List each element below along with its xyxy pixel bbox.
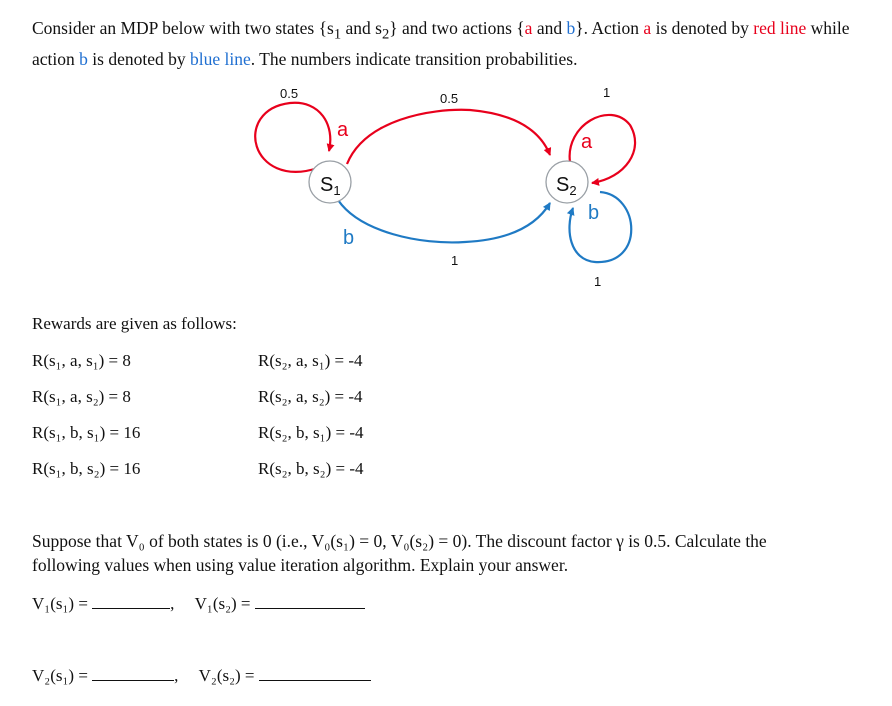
reward-right-2: R(s₂, a, s₂) = -4: [258, 387, 363, 406]
s2-action-a-label: a: [581, 131, 593, 153]
question-paragraph: [32, 529, 872, 577]
intro-text: . The numbers indicate transition probabilities.: [250, 48, 578, 69]
reward-right-4: R(s₂, b, s₂) = -4: [258, 459, 364, 478]
intro-text: and s: [341, 18, 382, 38]
action-b-label: b: [79, 48, 88, 69]
question-line-1: Suppose that V₀ of both states is 0 (i.e., V₀(s₁) = 0, V₀(s₂) = 0). The discount factor γ is 0.5. Calculate the: [32, 531, 767, 551]
s1-action-b-label: b: [343, 227, 355, 249]
v1-s2-blank[interactable]: [255, 592, 365, 609]
state-s2: [546, 161, 588, 203]
reward-right-1: R(s₂, a, s₁) = -4: [258, 351, 363, 370]
s1-to-s2-b-arc: [338, 200, 550, 242]
s2-self-loop-b: [569, 192, 631, 262]
v2-s1-label: V₂(s₁) =: [32, 666, 88, 685]
v1-s1-blank[interactable]: [92, 592, 170, 609]
blue-line-label: blue line: [189, 48, 251, 69]
rewards-heading: Rewards are given as follows:: [32, 314, 237, 333]
intro-text: while action: [32, 18, 850, 69]
action-a-label: a: [643, 18, 652, 38]
mdp-diagram: [0, 0, 892, 320]
red-line-label: red line: [753, 18, 807, 38]
v2-s2-blank[interactable]: [259, 664, 371, 681]
intro-text: is denoted by: [87, 48, 190, 69]
v1-s2-label: V₁(s₂) =: [194, 594, 251, 613]
state-s1: [309, 161, 351, 203]
action-b-label: b: [566, 18, 576, 38]
answer-row-2: [32, 664, 371, 686]
s1-to-s2-red-prob: 0.5: [440, 91, 459, 106]
action-a-label: a: [524, 18, 533, 38]
s1-self-loop-a: [255, 103, 330, 172]
s1-self-loop-prob: 0.5: [280, 86, 299, 101]
v1-s1-label: V₁(s₁) =: [32, 594, 88, 613]
intro-text: } and two actions {: [389, 18, 525, 38]
intro-text: Consider an MDP below with two states {s: [32, 18, 334, 38]
intro-text: is denoted by: [651, 18, 754, 38]
s2-action-b-label: b: [588, 202, 600, 224]
answer-row-1: [32, 592, 365, 614]
comma: ,: [174, 666, 179, 685]
reward-left-2: R(s₁, a, s₂) = 8: [32, 387, 131, 406]
reward-right-3: R(s₂, b, s₁) = -4: [258, 423, 364, 442]
reward-left-3: R(s₁, b, s₁) = 16: [32, 423, 141, 442]
state-s1-label: $S_1$: [320, 174, 341, 198]
reward-left-4: R(s₁, b, s₂) = 16: [32, 459, 141, 478]
comma: ,: [170, 594, 175, 613]
question-line-2: following values when using value iteration algorithm. Explain your answer.: [32, 555, 569, 575]
s1-to-s2-a-arc: [347, 110, 550, 164]
intro-text: and: [532, 18, 567, 38]
s2-blue-self-prob: 1: [594, 274, 602, 289]
s1-action-a-label: a: [337, 119, 349, 141]
subscript: 2: [381, 26, 390, 43]
reward-left-1: R(s₁, a, s₁) = 8: [32, 351, 131, 370]
v2-s1-blank[interactable]: [92, 664, 174, 681]
intro-text: }. Action: [575, 18, 644, 38]
s1-to-s2-blue-prob: 1: [451, 253, 459, 268]
state-s2-label: $S_2$: [556, 174, 577, 198]
subscript: 1: [333, 26, 342, 43]
s2-red-self-prob: 1: [603, 85, 611, 100]
v2-s2-label: V₂(s₂) =: [198, 666, 255, 685]
